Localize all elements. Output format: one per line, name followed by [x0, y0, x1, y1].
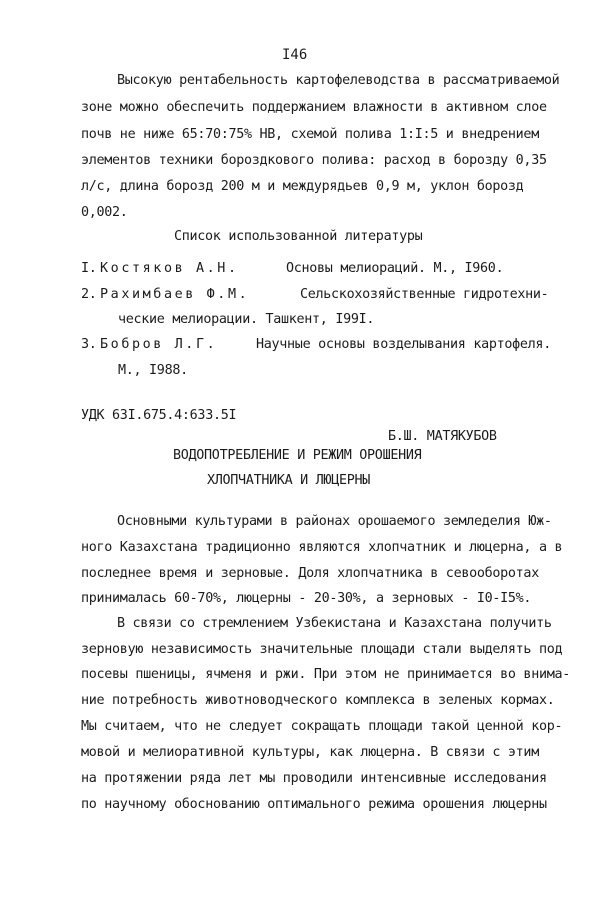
- reference-text-continued: ческие мелиорации. Ташкент, I99I.: [118, 312, 375, 327]
- body-line: зерновую независимость значительные площади стали выделять под: [81, 642, 563, 657]
- body-line: последнее время и зерновые. Доля хлопчатника в севооборотах: [81, 566, 539, 581]
- reference-number: I.: [81, 261, 97, 276]
- reference-text: Научные основы возделывания картофеля.: [256, 337, 551, 352]
- references-heading: Список использованной литературы: [174, 229, 423, 244]
- body-line: Основными культурами в районах орошаемого земледелия Юж-: [117, 514, 552, 529]
- body-line: принималась 60-70%, люцерны - 20-30%, а зерновых - I0-I5%.: [81, 591, 532, 606]
- article-author: Б.Ш. МАТЯКУБОВ: [388, 429, 497, 444]
- reference-text: Основы мелиораций. М., I960.: [286, 261, 504, 276]
- body-line: посевы пшеницы, ячменя и ржи. При этом не принимается во внима-: [81, 667, 570, 682]
- intro-line: л/с, длина борозд 200 м и междурядьев 0,9 м, уклон борозд: [81, 179, 524, 194]
- intro-line: Высокую рентабельность картофелеводства в рассматриваемой: [117, 73, 560, 88]
- article-title-line: ВОДОПОТРЕБЛЕНИЕ И РЕЖИМ ОРОШЕНИЯ: [173, 448, 422, 463]
- body-line: ние потребность животноводческого комплекса в зеленых кормах.: [81, 693, 555, 708]
- article-title-line: ХЛОПЧАТНИКА И ЛЮЦЕРНЫ: [207, 473, 370, 488]
- udc-code: УДК 63I.675.4:633.5I: [81, 408, 237, 423]
- reference-author: Рахимбаев Ф.М.: [100, 287, 250, 302]
- reference-number: 2.: [81, 287, 97, 302]
- body-line: В связи со стремлением Узбекистана и Казахстана получить: [117, 616, 552, 631]
- reference-author: Бобров Л.Г.: [100, 337, 218, 352]
- intro-line: элементов техники бороздкового полива: расход в борозду 0,35: [81, 153, 547, 168]
- page-number: I46: [282, 47, 308, 63]
- intro-line: 0,002.: [81, 205, 128, 220]
- reference-number: 3.: [81, 337, 97, 352]
- intro-line: зоне можно обеспечить поддержанием влажности в активном слое: [81, 100, 547, 115]
- body-line: на протяжении ряда лет мы проводили интенсивные исследования: [81, 771, 547, 786]
- reference-text-continued: М., I988.: [118, 363, 188, 378]
- body-line: мовой и мелиоративной культуры, как люцерна. В связи с этим: [81, 745, 539, 760]
- reference-author: Костяков А.Н.: [100, 261, 239, 276]
- reference-text: Сельскохозяйственные гидротехни-: [300, 287, 549, 302]
- body-line: по научному обоснованию оптимального режима орошения люцерны: [81, 797, 547, 812]
- intro-line: почв не ниже 65:70:75% НВ, схемой полива 1:I:5 и внедрением: [81, 127, 539, 142]
- body-line: ного Казахстана традиционно являются хлопчатник и люцерна, а в: [81, 540, 563, 555]
- body-line: Мы считаем, что не следует сокращать площади такой ценной кор-: [81, 719, 563, 734]
